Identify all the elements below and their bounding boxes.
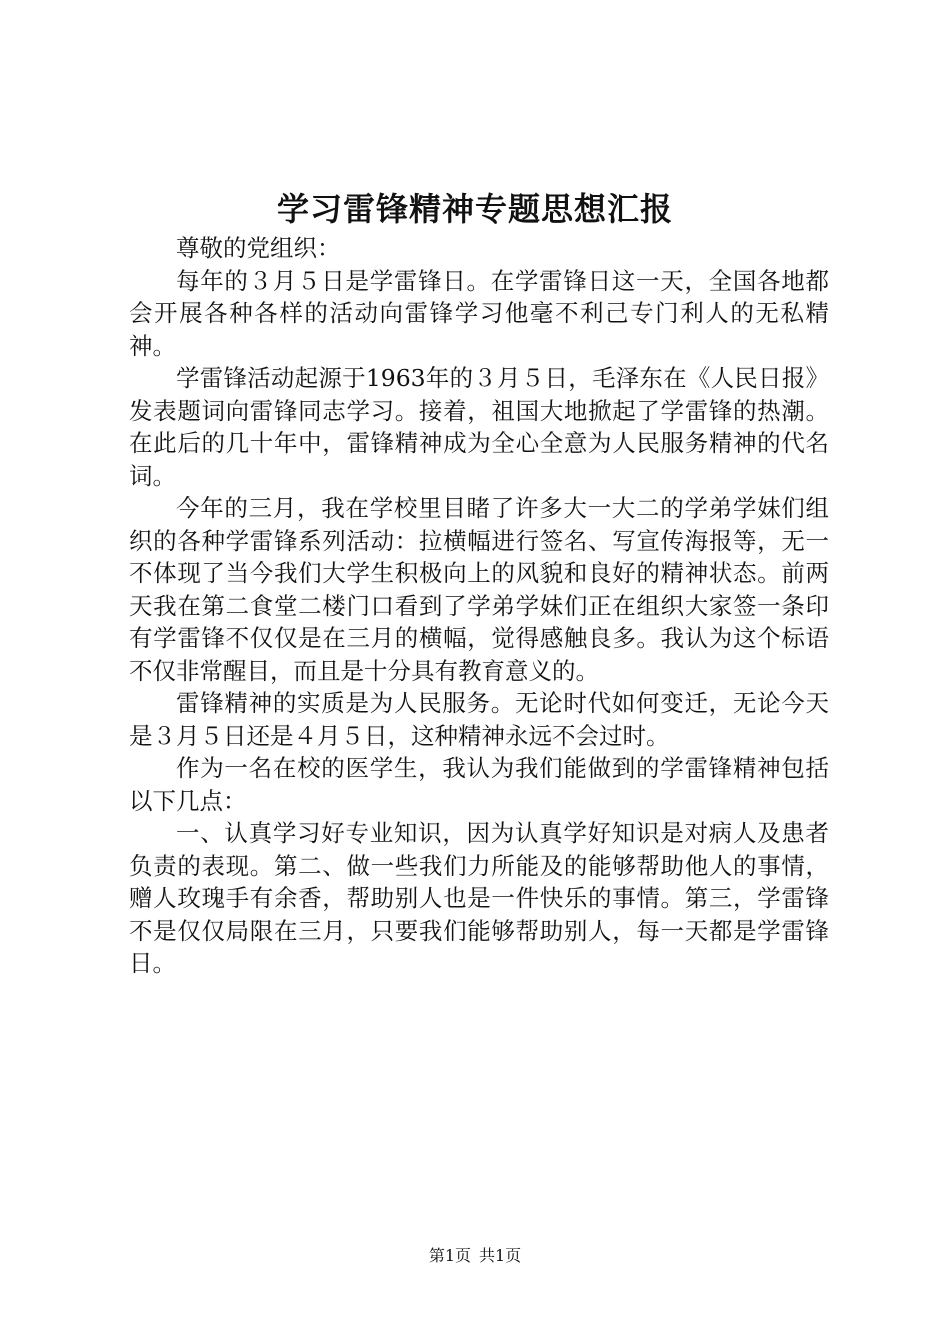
- salutation: 尊敬的党组织：: [176, 234, 341, 262]
- paragraph-3: 今年的三月，我在学校里目睹了许多大一大二的学弟学妹们组织的各种学雷锋系列活动：拉横幅进行签名、写宣传海报等，无一不体现了当今我们大学生积极向上的风貌和良好的精神状态。前两天我在第二食堂二楼门口看到了学弟学妹们正在组织大家签一条印有学雷锋不仅仅是在三月的横幅，觉得感触良多。我认为这个标语不仅非常醒目，而且是十分具有教育意义的。: [129, 494, 829, 685]
- page-number: 第1页: [428, 1246, 471, 1265]
- page-footer: [0, 1244, 950, 1268]
- document-body: [129, 232, 829, 980]
- paragraph-1: 每年的３月５日是学雷锋日。在学雷锋日这一天，全国各地都会开展各种各样的活动向雷锋学习他毫不利己专门利人的无私精神。: [129, 266, 829, 360]
- paragraph-6: 一、认真学习好专业知识，因为认真学好知识是对病人及患者负责的表现。第二、做一些我们力所能及的能够帮助他人的事情，赠人玫瑰手有余香，帮助别人也是一件快乐的事情。第三，学雷锋不是仅仅局限在三月，只要我们能够帮助别人，每一天都是学雷锋日。: [129, 819, 829, 977]
- paragraph-5: 作为一名在校的医学生，我认为我们能做到的学雷锋精神包括以下几点：: [129, 754, 829, 815]
- paragraph-2: 学雷锋活动起源于1963年的３月５日，毛泽东在《人民日报》发表题词向雷锋同志学习。接着，祖国大地掀起了学雷锋的热潮。在此后的几十年中，雷锋精神成为全心全意为人民服务精神的代名词。: [129, 364, 829, 490]
- document-title: 学习雷锋精神专题思想汇报: [276, 190, 673, 228]
- paragraph-4: 雷锋精神的实质是为人民服务。无论时代如何变迁，无论今天是３月５日还是４月５日，这种精神永远不会过时。: [129, 689, 829, 750]
- page-total: 共1页: [479, 1246, 522, 1265]
